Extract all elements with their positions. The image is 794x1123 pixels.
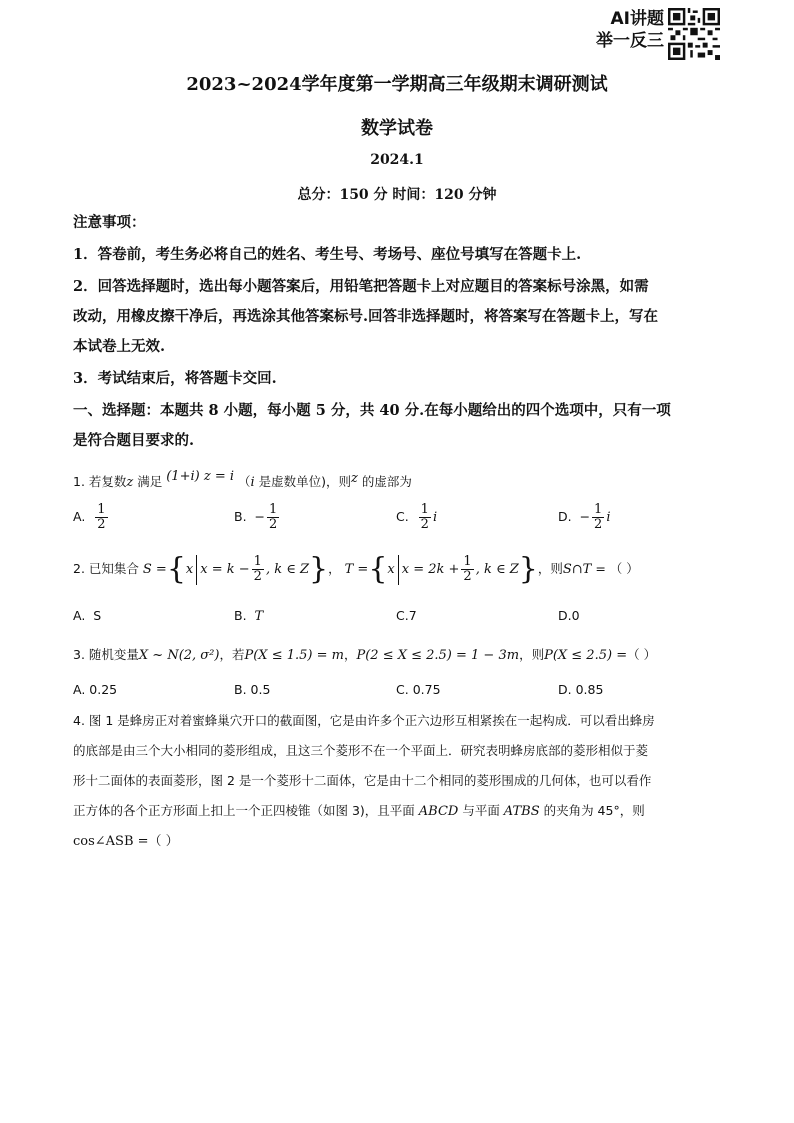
exam-date: 2024.1 — [370, 152, 424, 168]
note-1: 1．答卷前，考生务必将自己的姓名、考生号、考场号、座位号填写在答题卡上. — [73, 246, 582, 263]
q3-option-a[interactable]: A. 0.25 — [73, 682, 118, 697]
q4-line-1: 4. 图 1 是蜂房正对着蜜蜂巢穴开口的截面图，它是由许多个正六边形互相紧挨在一起构成．可以看出蜂房 — [73, 713, 655, 728]
exam-score-time: 总分：150 分 时间：120 分钟 — [297, 187, 497, 203]
q1-option-c[interactable]: C. $\frac{1}{2}$ i — [396, 502, 438, 532]
q3-option-d[interactable]: D. 0.85 — [558, 682, 604, 697]
q1-option-b[interactable]: B. − $\frac{1}{2}$ — [234, 502, 278, 532]
q4-line-5: cos∠ASB =（ ） — [73, 834, 179, 849]
q2-option-b[interactable]: B. T — [234, 608, 264, 624]
section-1-line-2: 是符合题目要求的. — [73, 432, 195, 449]
question-1: 1. 若复数z 满足 (1+i) z = i （i 是虚数单位)，则z 的虚部为 — [73, 469, 412, 490]
q1-option-d[interactable]: D. − $\frac{1}{2}$ i — [558, 502, 611, 532]
q2-option-d[interactable]: D.0 — [558, 608, 580, 623]
q4-line-4: 正方体的各个正方形面上扣上一个正四棱锥（如图 3)，且平面 ABCD 与平面 ATBS 的夹角为 45°，则 — [73, 803, 645, 819]
question-4 — [73, 706, 723, 857]
question-2: 2. 已知集合 S ={x x = k − $\frac{1}{2}$ , k ∈ Z}， T ={x x = 2k + $\frac{1}{2}$ , k ∈ Z}，则S∩T = （ ） — [73, 551, 639, 587]
brand-line-2: 举一反三 — [596, 31, 664, 51]
note-2-line-2: 改动，用橡皮擦干净后，再选涂其他答案标号.回答非选择题时，将答案写在答题卡上，写在 — [73, 308, 659, 325]
note-2-line-3: 本试卷上无效. — [73, 338, 166, 355]
q4-line-3: 形十二面体的表面菱形，图 2 是一个菱形十二面体，它是由十二个相同的菱形围成的几何体，也可以看作 — [73, 773, 652, 788]
note-3: 3．考试结束后，将答题卡交回. — [73, 370, 277, 387]
q2-option-c[interactable]: C.7 — [396, 608, 417, 623]
notes-heading: 注意事项： — [73, 214, 146, 231]
qr-code-icon[interactable] — [668, 8, 720, 60]
exam-title: 2023~2024学年度第一学期高三年级期末调研测试 — [186, 74, 608, 95]
q1-option-a[interactable]: A. $\frac{1}{2}$ — [73, 502, 106, 532]
q3-option-b[interactable]: B. 0.5 — [234, 682, 271, 697]
q2-option-a[interactable]: A. S — [73, 608, 102, 623]
brand-line-1: AI讲题 — [610, 9, 664, 29]
q3-option-c[interactable]: C. 0.75 — [396, 682, 441, 697]
section-1-line-1: 一、选择题：本题共 8 小题，每小题 5 分，共 40 分.在每小题给出的四个选项中，只有一项 — [73, 402, 671, 419]
question-3: 3. 随机变量X ~ N(2, σ²)，若P(X ≤ 1.5) = m，P(2 ≤ X ≤ 2.5) = 1 − 3m，则P(X ≤ 2.5) =（ ） — [73, 647, 657, 663]
q4-line-2: 的底部是由三个大小相同的菱形组成，且这三个菱形不在一个平面上．研究表明蜂房底部的菱形相似于菱 — [73, 743, 649, 758]
exam-subject: 数学试卷 — [361, 118, 433, 139]
note-2-line-1: 2．回答选择题时，选出每小题答案后，用铅笔把答题卡上对应题目的答案标号涂黑，如需 — [73, 278, 649, 295]
brand-logo — [580, 8, 664, 52]
